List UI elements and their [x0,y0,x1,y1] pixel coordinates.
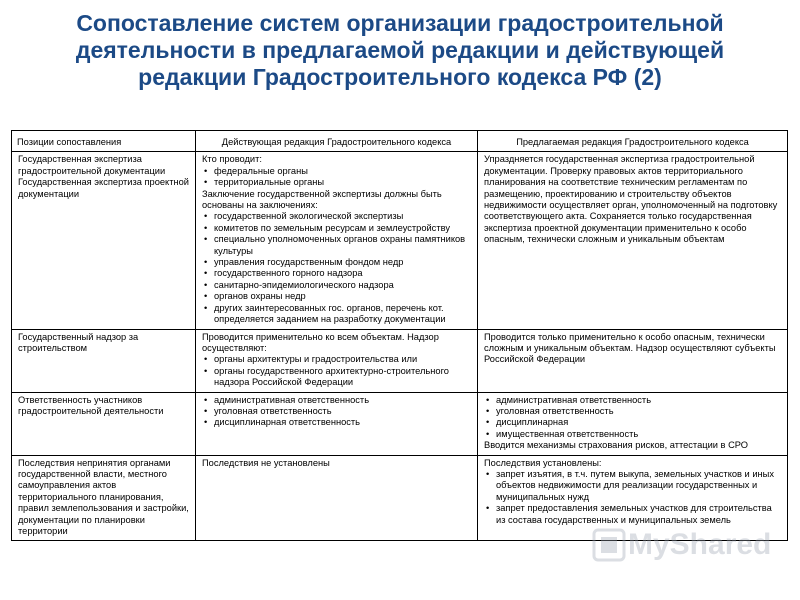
list-item: • запрет изъятия, в т.ч. путем выкупа, земельных участков и иных объектов недвижимости для реализации государственных и муниципальных нужд [486,468,774,502]
comparison-table [11,130,788,541]
table-header-row [12,131,788,152]
position-text: Последствия непринятия органами государственной власти, местного самоуправления актов территориального планирования, правил землепользования и застройки, документации по планировки территории [18,457,189,536]
list-item: • управления государственным фондом недр [204,257,404,268]
header-proposed-edition: Предлагаемая редакция Градостроительного кодекса [478,131,788,152]
proposed-text: Проводится только применительно к особо опасным, технически сложным и уникальным объектам. Надзор осуществляют субъекты Российской Федерации [484,331,776,365]
proposed-text: Упраздняется государственная экспертиза градостроительной документации. Проверку правовых актов территориального планирования на соответствие техническим регламентам по размещению, проектированию и строительству объектов недвижимости осуществляет орган, уполномоченный на подготовку соответствующего акта. Сохраняется только государственная экспертиза проектной документации применительно к особо опасным, технически сложным и уникальным объектам [484,154,778,245]
position-text: Ответственность участников градостроительной деятельности [18,394,164,416]
list-item: • других заинтересованных гос. органов, перечень кот. определяется заданием на разработку документации [204,302,446,325]
cell-proposed [478,392,788,455]
cell-current [196,329,478,392]
list-item: • государственного горного надзора [204,268,363,279]
table-row [12,329,788,392]
current-intro: Кто проводит: [202,154,262,165]
cell-current [196,392,478,455]
current-intro: Проводится применительно ко всем объектам. Надзор осуществляют: [202,331,439,353]
proposed-list [484,395,782,441]
cell-position [12,392,196,455]
list-item: • федеральные органы [204,165,308,176]
list-item: • специально уполномоченных органов охраны памятников культуры [204,234,466,256]
position-text: Государственный надзор за строительством [18,331,139,353]
cell-position [12,455,196,541]
header-current-edition: Действующая редакция Градостроительного кодекса [196,131,478,152]
list-item: • дисциплинарная ответственность [204,417,361,428]
watermark-text: MyShared [628,528,772,561]
table-row [12,392,788,455]
position-text: Государственная экспертиза градостроительной документации Государственная экспертиза проектной документации [18,154,189,199]
table-row [12,152,788,329]
cell-position [12,152,196,329]
slide-title-line-3: редакции Градостроительного кодекса РФ (2) [138,64,662,90]
cell-proposed [478,329,788,392]
list-item: • уголовная ответственность [486,405,614,416]
list-item: • дисциплинарная [486,417,569,428]
list-item: • комитетов по земельным ресурсам и землеустройству [204,222,450,233]
list-item: • территориальные органы [204,177,325,188]
proposed-intro: Последствия установлены: [484,457,602,468]
current-intro: Последствия не установлены [202,457,330,468]
watermark-logo-icon [592,528,626,562]
list-item: • органы государственного архитектурно-строительного надзора Российской Федерации [204,365,449,388]
slide-title-line-1: Сопоставление систем организации градостроительной [76,10,724,36]
list-item: • санитарно-эпидемиологического надзора [204,279,394,290]
slide-title-line-2: деятельности в предлагаемой редакции и действующей [75,37,725,63]
current-list [202,395,472,429]
current-list [202,354,472,388]
cell-current [196,152,478,329]
list-item: • уголовная ответственность [204,405,332,416]
cell-proposed [478,152,788,329]
list-item: • имущественная ответственность [486,428,639,439]
list-item: • административная ответственность [486,394,652,405]
list-item: • органов охраны недр [204,291,306,302]
current-mid-text: Заключение государственной экспертизы должны быть основаны на заключениях: [202,188,442,211]
list-item: • государственной экологической экспертизы [204,211,404,222]
cell-position [12,329,196,392]
myshared-watermark [590,520,800,580]
list-item: • запрет предоставления земельных участков для строительства из состава государственных и муниципальных земель [486,503,772,525]
list-item: • органы архитектуры и градостроительства или [204,354,418,365]
proposed-after-text: Вводится механизмы страхования рисков, аттестации в СРО [484,440,749,451]
current-list-conclusions [202,211,472,325]
header-positions: Позиции сопоставления [12,131,196,152]
list-item: • административная ответственность [204,394,370,405]
slide-title [0,10,800,91]
proposed-list [484,469,782,526]
cell-current [196,455,478,541]
current-list [202,166,472,189]
